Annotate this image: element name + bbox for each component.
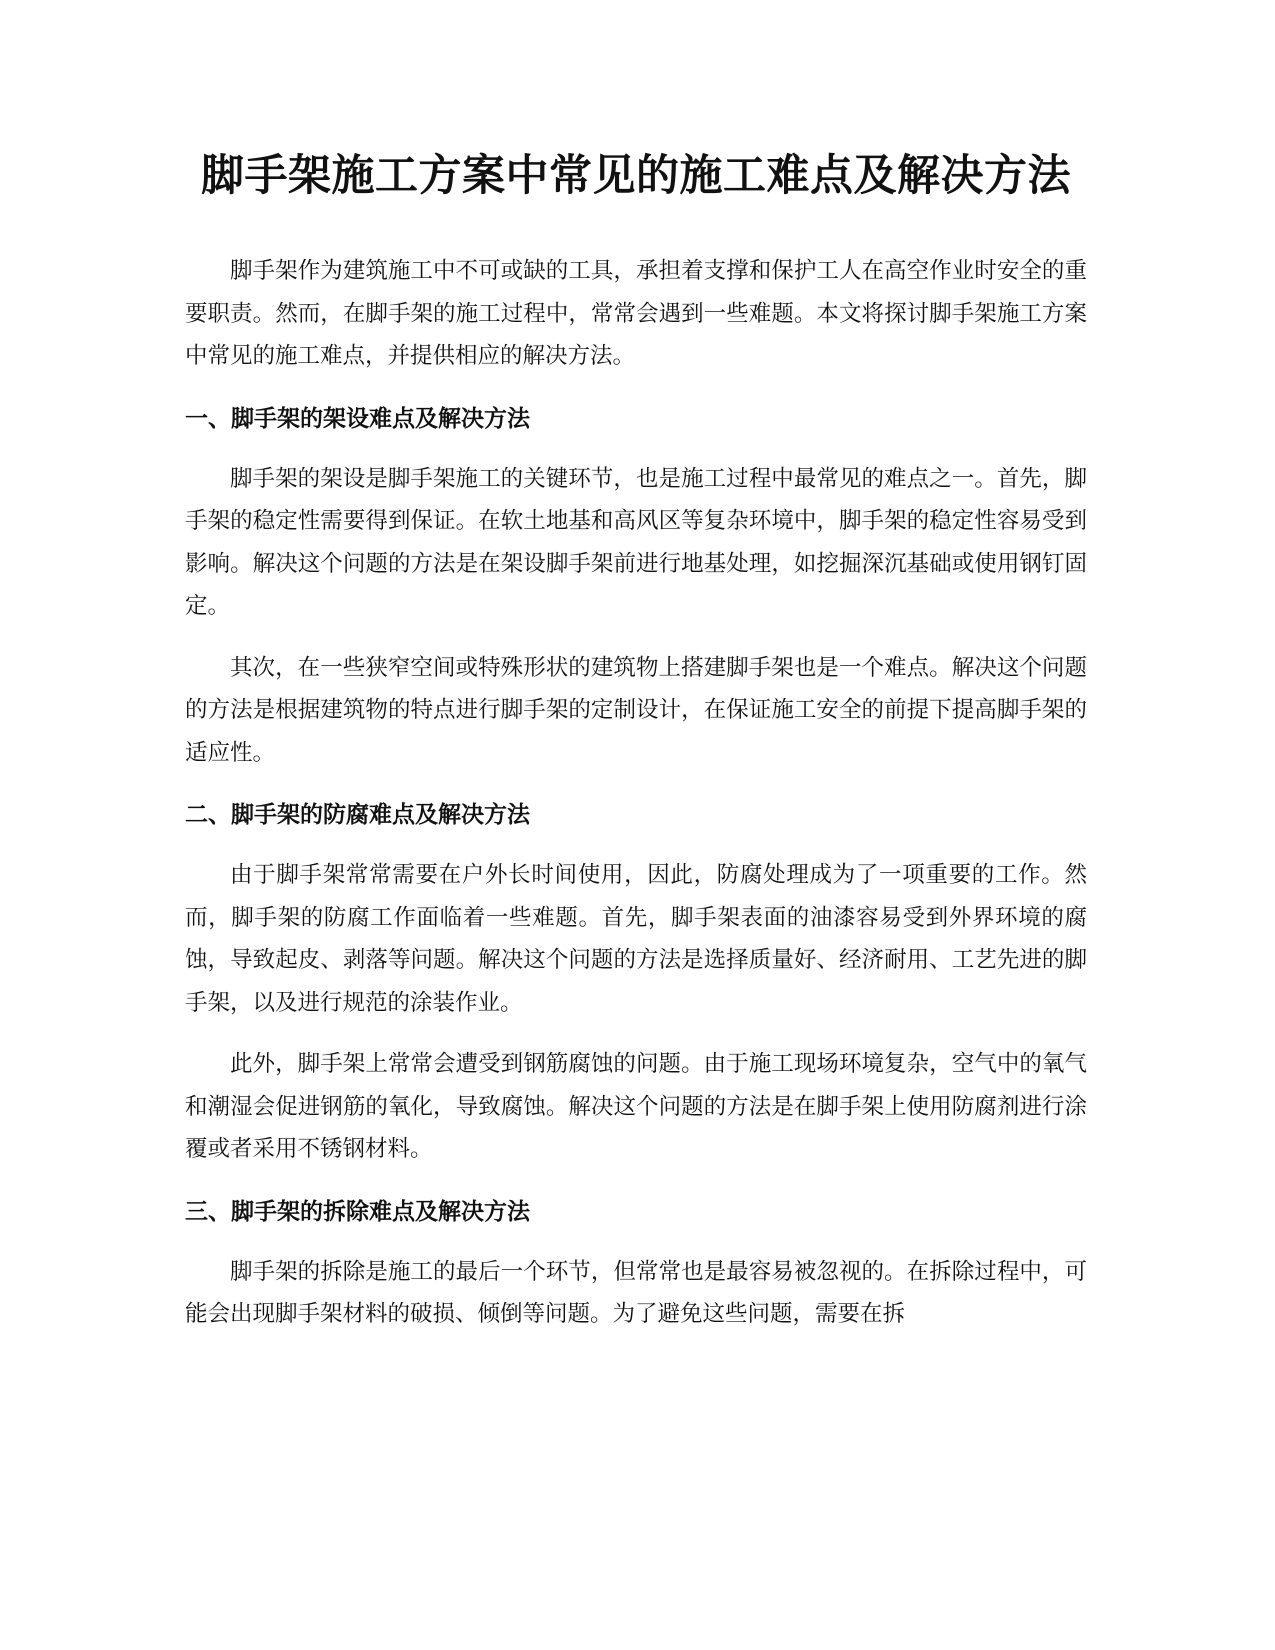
section-1-heading: 一、脚手架的架设难点及解决方法 <box>185 405 530 432</box>
section-3-heading: 三、脚手架的拆除难点及解决方法 <box>185 1198 530 1225</box>
section-1-paragraph-2: 其次，在一些狭窄空间或特殊形状的建筑物上搭建脚手架也是一个难点。解决这个问题的方法是根据建筑物的特点进行脚手架的定制设计，在保证施工安全的前提下提高脚手架的适应性。 <box>185 654 1087 766</box>
section-2-paragraph-1: 由于脚手架常常需要在户外长时间使用，因此，防腐处理成为了一项重要的工作。然而，脚手架的防腐工作面临着一些难题。首先，脚手架表面的油漆容易受到外界环境的腐蚀，导致起皮、剥落等问题。解决这个问题的方法是选择质量好、经济耐用、工艺先进的脚手架，以及进行规范的涂装作业。 <box>185 862 1087 1016</box>
intro-paragraph: 脚手架作为建筑施工中不可或缺的工具，承担着支撑和保护工人在高空作业时安全的重要职责。然而，在脚手架的施工过程中，常常会遇到一些难题。本文将探讨脚手架施工方案中常见的施工难点，并提供相应的解决方法。 <box>185 258 1087 369</box>
section-3-paragraph-1: 脚手架的拆除是施工的最后一个环节，但常常也是最容易被忽视的。在拆除过程中，可能会出现脚手架材料的破损、倾倒等问题。为了避免这些问题，需要在拆 <box>185 1258 1087 1327</box>
document-page <box>185 140 1087 1336</box>
section-2-heading: 二、脚手架的防腐难点及解决方法 <box>185 802 530 828</box>
section-2-paragraph-2: 此外，脚手架上常常会遭受到钢筋腐蚀的问题。由于施工现场环境复杂，空气中的氧气和潮湿会促进钢筋的氧化，导致腐蚀。解决这个问题的方法是在脚手架上使用防腐剂进行涂覆或者采用不锈钢材料。 <box>185 1051 1087 1162</box>
section-1-paragraph-1: 脚手架的架设是脚手架施工的关键环节，也是施工过程中最常见的难点之一。首先，脚手架的稳定性需要得到保证。在软土地基和高风区等复杂环境中，脚手架的稳定性容易受到影响。解决这个问题的方法是在架设脚手架前进行地基处理，如挖掘深沉基础或使用钢钉固定。 <box>185 465 1087 619</box>
document-title: 脚手架施工方案中常见的施工难点及解决方法 <box>201 151 1071 201</box>
